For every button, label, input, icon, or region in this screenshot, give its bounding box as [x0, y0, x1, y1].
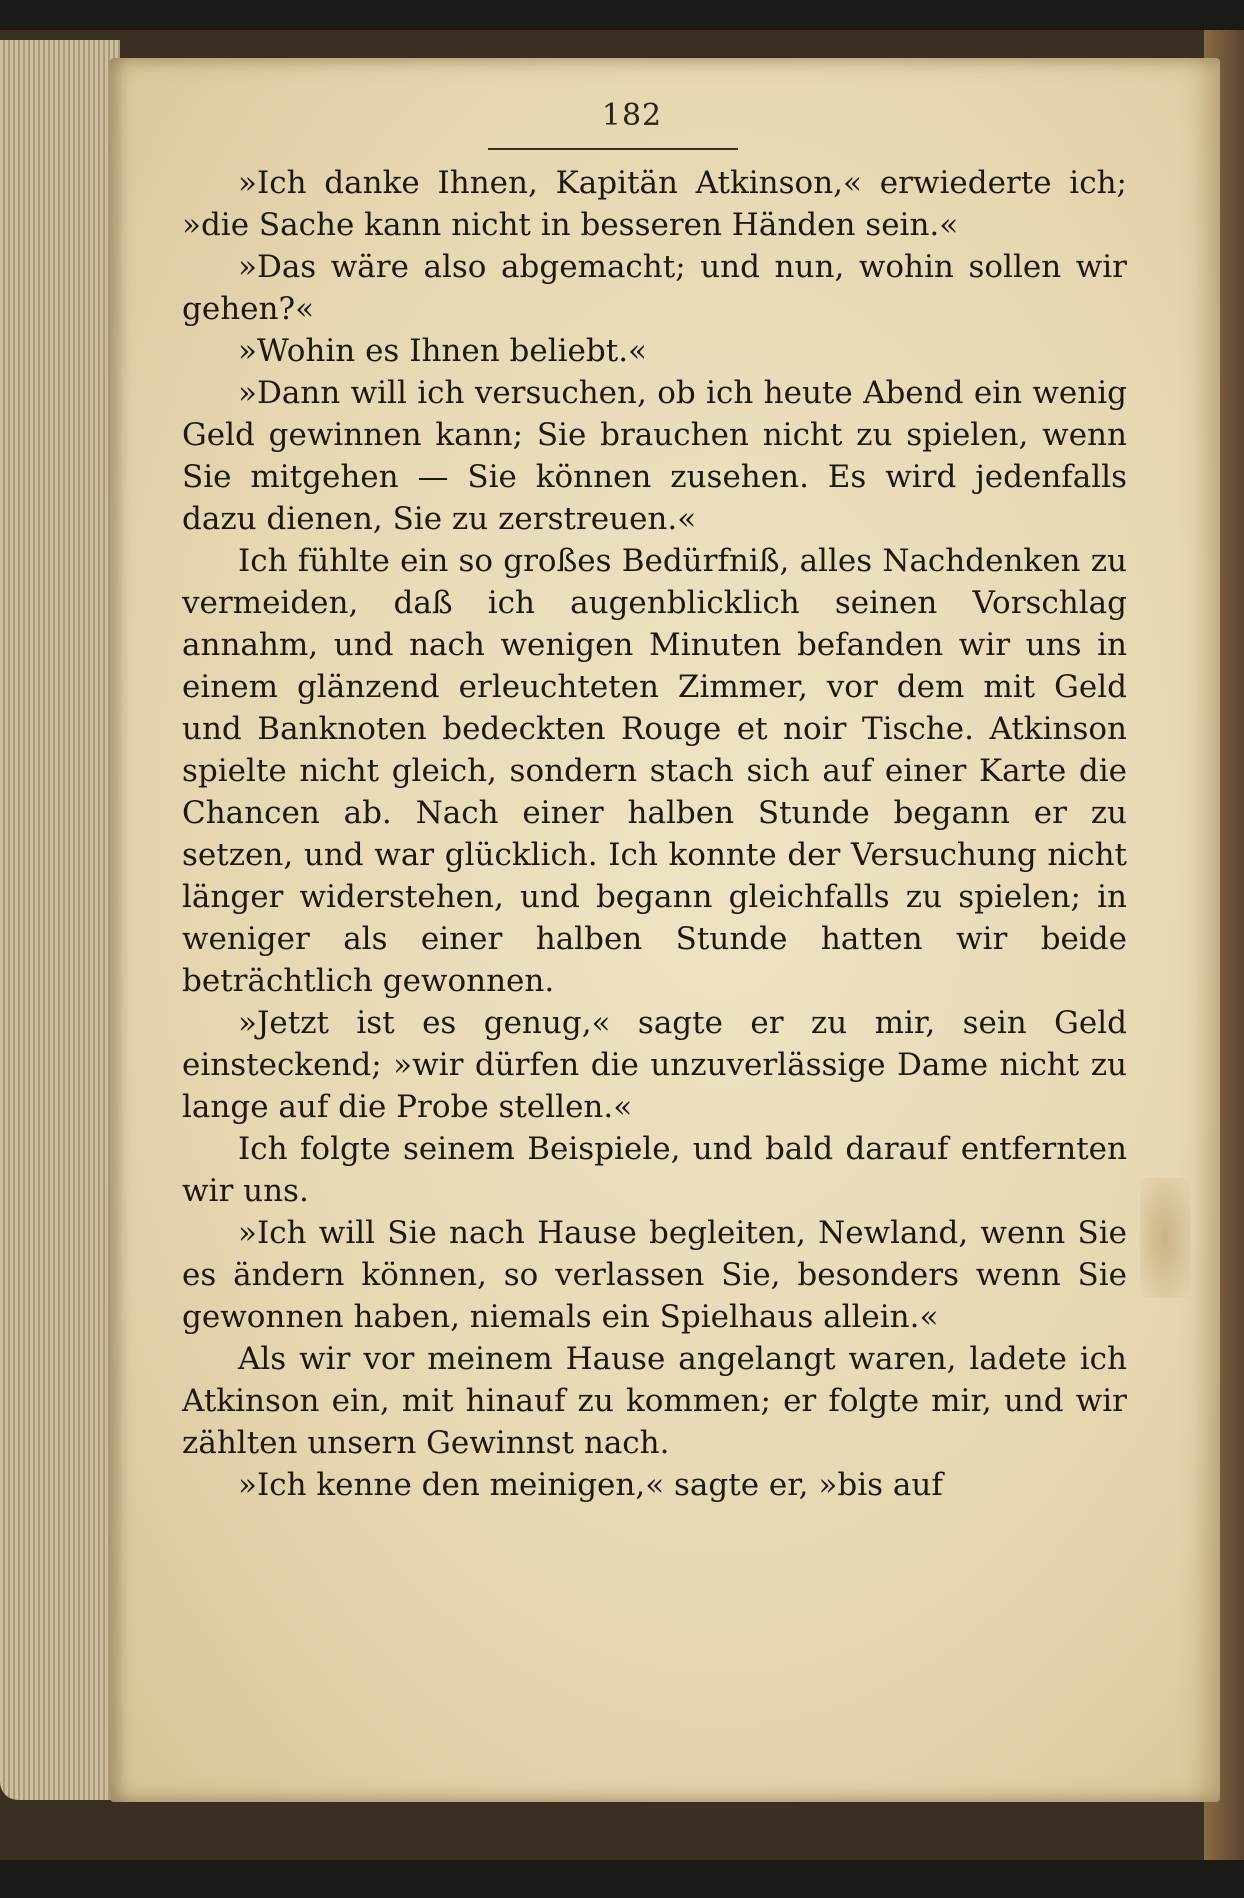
- header-rule: [488, 148, 738, 150]
- paragraph: Ich folgte seinem Beispiele, und bald darauf entfernten wir uns.: [182, 1131, 1127, 1209]
- page-edges: [0, 40, 120, 1800]
- paragraph: »Wohin es Ihnen beliebt.«: [238, 333, 648, 369]
- paragraph: »Ich danke Ihnen, Kapitän Atkinson,« erwiederte ich; »die Sache kann nicht in besseren Händen sein.«: [182, 165, 1127, 243]
- paragraph: »Ich kenne den meinigen,« sagte er, »bis auf: [238, 1467, 943, 1503]
- paragraph: »Jetzt ist es genug,« sagte er zu mir, sein Geld einsteckend; »wir dürfen die unzuverlässige Dame nicht zu lange auf die Probe stellen.«: [182, 1005, 1127, 1125]
- page-number: 182: [601, 98, 663, 133]
- paragraph: »Das wäre also abgemacht; und nun, wohin sollen wir gehen?«: [182, 249, 1127, 327]
- page-text: [182, 162, 1127, 1506]
- paragraph: »Ich will Sie nach Hause begleiten, Newland, wenn Sie es ändern können, so verlassen Sie, besonders wenn Sie gewonnen haben, niemals ein Spielhaus allein.«: [182, 1215, 1127, 1335]
- paper-stain: [1140, 1178, 1190, 1298]
- paragraph: »Dann will ich versuchen, ob ich heute Abend ein wenig Geld gewinnen kann; Sie brauchen nicht zu spielen, wenn Sie mitgehen — Sie können zusehen. Es wird jedenfalls dazu dienen, Sie zu zerstreuen.«: [182, 375, 1127, 537]
- paragraph: Als wir vor meinem Hause angelangt waren, ladete ich Atkinson ein, mit hinauf zu kommen; er folgte mir, und wir zählten unsern Gewinnst nach.: [182, 1341, 1127, 1461]
- paragraph: Ich fühlte ein so großes Bedürfniß, alles Nachdenken zu vermeiden, daß ich augenblicklich seinen Vorschlag annahm, und nach wenigen Minuten befanden wir uns in einem glänzend erleuchteten Zimmer, vor dem mit Geld und Banknoten bedeckten Rouge et noir Tische. Atkinson spielte nicht gleich, sondern stach sich auf einer Karte die Chancen ab. Nach einer halben Stunde begann er zu setzen, und war glücklich. Ich konnte der Versuchung nicht länger widerstehen, und begann gleichfalls zu spielen; in weniger als einer halben Stunde hatten wir beide beträchtlich gewonnen.: [182, 543, 1127, 999]
